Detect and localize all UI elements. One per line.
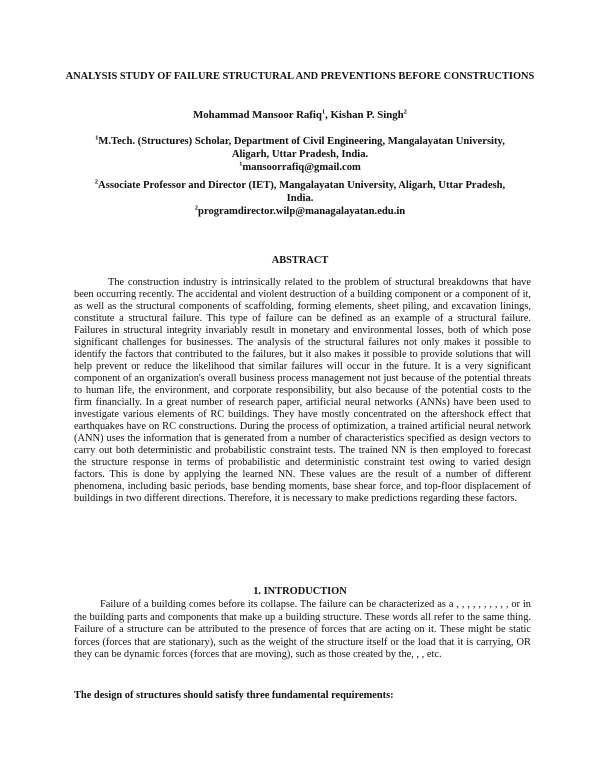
affiliation-1-line-1 [72,135,528,148]
email-2: programdirector.wilp@managalayatan.edu.in [198,206,406,217]
affiliation-1-superscript: 1 [95,134,99,142]
author-2-superscript: 2 [403,108,407,116]
email-2-superscript: 2 [194,204,199,212]
affiliation-2-email-line [72,205,528,218]
author-line [60,109,540,122]
introduction-paragraph: Failure of a building comes before its collapse. The failure can be characterized as a , , , , , , , , , , or in the building parts and components that make up a building structure. These words all refer to the same thing. Failure of a structure can be attributed to the presence of forces that are acting on it. These might be static forces (forces that are stationary), such as the weight of the structure itself or the load that it is carrying, OR they can be dynamic forces (forces that are moving), such as those created by the, , , etc. [74,599,531,661]
affiliation-2-text-1: Associate Professor and Director (IET), Mangalayatan University, Aligarh, Uttar Pradesh, [98,180,506,191]
affiliation-2-superscript: 2 [94,178,99,186]
affiliation-1-email-line [72,161,528,174]
affiliation-2-line-2: India. [286,193,314,204]
email-1: mansoorrafiq@gmail.com [242,162,361,173]
abstract-heading: ABSTRACT [271,255,329,266]
introduction-heading: 1. INTRODUCTION [253,586,347,597]
affiliation-1-text-1: M.Tech. (Structures) Scholar, Department of Civil Engineering, Mangalayatan University, [98,136,505,147]
author-1: Mohammad Mansoor Rafiq [193,109,322,121]
paper-title: ANALYSIS STUDY OF FAILURE STRUCTURAL AND PREVENTIONS BEFORE CONSTRUCTIONS [65,71,535,82]
abstract-paragraph: The construction industry is intrinsically related to the problem of structural breakdowns that have been occurring recently. The accidental and violent destruction of a building component or a component of it, as well as the structural components of scaffolding, forming elements, sheet piling, and excavation linings, constitute a structural failure. This type of failure can be defined as an example of a structural failure. Failures in structural integrity invariably result in monetary and environmental losses, both of which pose significant challenges for businesses. The analysis of the structural failures not only makes it possible to identify the factors that contributed to the failures, but it also makes it possible to provide solutions that will help prevent or reduce the likelihood that similar failures will occur in the future. It is a very significant component of an organization's overall business process management not just because of the potential threats to human life, the environment, and corporate responsibility, but also because of the potential costs to the firm financially. In a great number of research paper, artificial neural networks (ANNs) have been used to investigate various elements of RC buildings. They have mostly concentrated on the aftershock effect that earthquakes have on RC constructions. During the process of optimization, a trained artificial neural network (ANN) uses the information that is generated from a number of characteristics specified as design vectors to carry out both deterministic and probabilistic constraint tests. The trained NN is then employed to forecast the structure response in terms of probabilistic and deterministic constraint test owing to varied design factors. This is done by applying the learned NN. These values are the result of a number of different phenomena, including basic periods, base bending moments, base shear force, and top-floor displacement of buildings in two different directions. Therefore, it is necessary to make predictions regarding these factors. [74,277,531,504]
affiliation-2 [72,179,528,218]
author-separator: , [325,109,331,121]
design-requirements-heading: The design of structures should satisfy three fundamental requirements: [74,690,394,701]
affiliation-1 [72,135,528,174]
author-2: Kishan P. Singh [330,109,404,121]
affiliation-1-line-2: Aligarh, Uttar Pradesh, India. [231,149,369,160]
affiliation-2-line-1 [72,179,528,192]
email-1-superscript: 1 [239,160,243,168]
author-1-superscript: 1 [321,108,326,116]
